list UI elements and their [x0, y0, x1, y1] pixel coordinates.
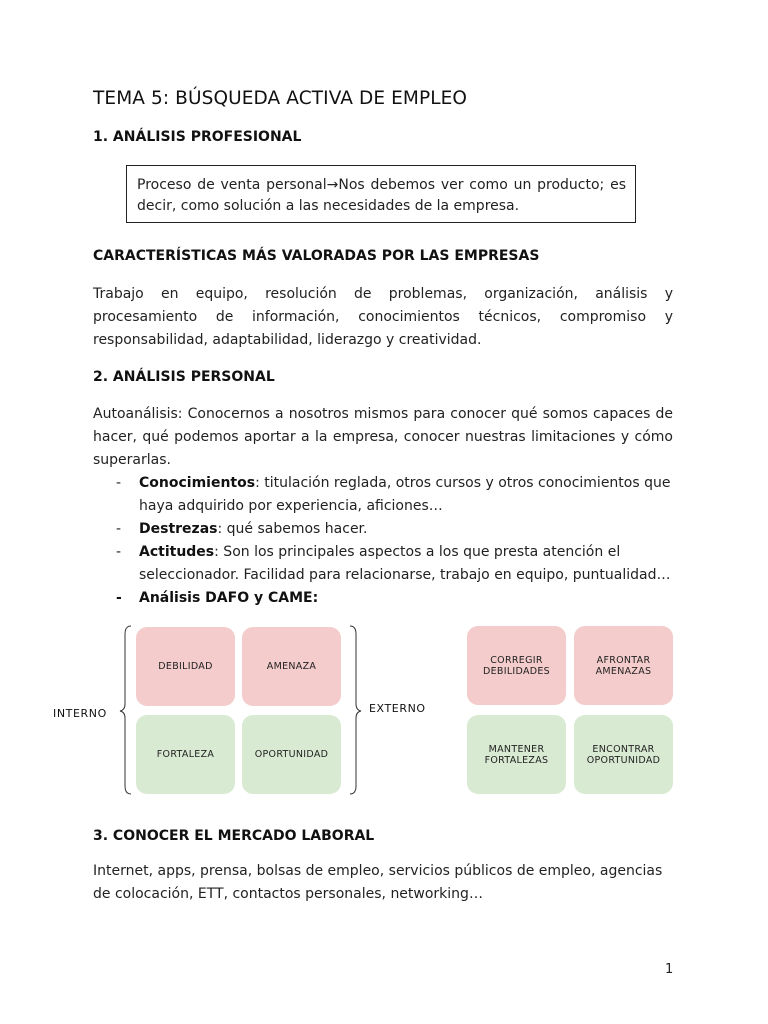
externo-label: EXTERNO	[369, 702, 426, 715]
definition-line-1: Proceso de venta personal→Nos debemos ver como un producto; es	[137, 177, 626, 193]
definition-line-2: decir, como solución a las necesidades de la empresa.	[137, 198, 520, 214]
section2-heading: 2. ANÁLISIS PERSONAL	[93, 369, 275, 385]
list-dash: -	[116, 475, 122, 491]
list-item	[93, 587, 673, 610]
page-number: 1	[665, 962, 674, 977]
dafo-came-diagram	[0, 620, 768, 800]
self-analysis-list	[93, 472, 673, 610]
dafo-oportunidad: OPORTUNIDAD	[242, 715, 341, 794]
section1-heading: 1. ANÁLISIS PROFESIONAL	[93, 129, 302, 145]
list-item	[93, 472, 673, 518]
interno-label: INTERNO	[53, 707, 107, 720]
came-afrontar: AFRONTAR AMENAZAS	[574, 626, 673, 705]
section3-heading: 3. CONOCER EL MERCADO LABORAL	[93, 828, 375, 844]
dafo-fortaleza: FORTALEZA	[136, 715, 235, 794]
list-term: Conocimientos	[139, 475, 256, 491]
list-term: Análisis DAFO y CAME:	[139, 590, 319, 606]
page-title: TEMA 5: BÚSQUEDA ACTIVA DE EMPLEO	[93, 88, 468, 109]
came-corregir: CORREGIR DEBILIDADES	[467, 626, 566, 705]
list-text: : qué sabemos hacer.	[217, 521, 368, 537]
came-encontrar: ENCONTRAR OPORTUNIDAD	[574, 715, 673, 794]
list-term: Actitudes	[139, 544, 215, 560]
came-mantener: MANTENER FORTALEZAS	[467, 715, 566, 794]
list-item	[93, 518, 673, 541]
characteristics-text: Trabajo en equipo, resolución de problemas, organización, análisis y procesamiento de información, conocimientos técnicos, compromiso y responsabilidad, adaptabilidad, liderazgo y creatividad.	[93, 286, 673, 348]
self-analysis-text: Autoanálisis: Conocernos a nosotros mismos para conocer qué somos capaces de hacer, qué podemos aportar a la empresa, conocer nuestras limitaciones y cómo superarlas.	[93, 406, 673, 468]
dafo-debilidad: DEBILIDAD	[136, 627, 235, 706]
list-dash: -	[116, 544, 122, 560]
list-dash: -	[116, 590, 122, 606]
list-dash: -	[116, 521, 122, 537]
labor-market-text: Internet, apps, prensa, bolsas de empleo, servicios públicos de empleo, agencias de colocación, ETT, contactos personales, networking…	[93, 863, 663, 902]
list-text: : titulación reglada, otros cursos y otros conocimientos que haya adquirido por experiencia, aficiones…	[139, 475, 671, 514]
dafo-amenaza: AMENAZA	[242, 627, 341, 706]
list-text: : Son los principales aspectos a los que presta atención el seleccionador. Facilidad para relacionarse, trabajo en equipo, puntualidad…	[139, 544, 671, 583]
list-item	[93, 541, 673, 587]
definition-box	[126, 165, 636, 223]
characteristics-heading: CARACTERÍSTICAS MÁS VALORADAS POR LAS EMPRESAS	[93, 248, 540, 264]
list-term: Destrezas	[139, 521, 218, 537]
